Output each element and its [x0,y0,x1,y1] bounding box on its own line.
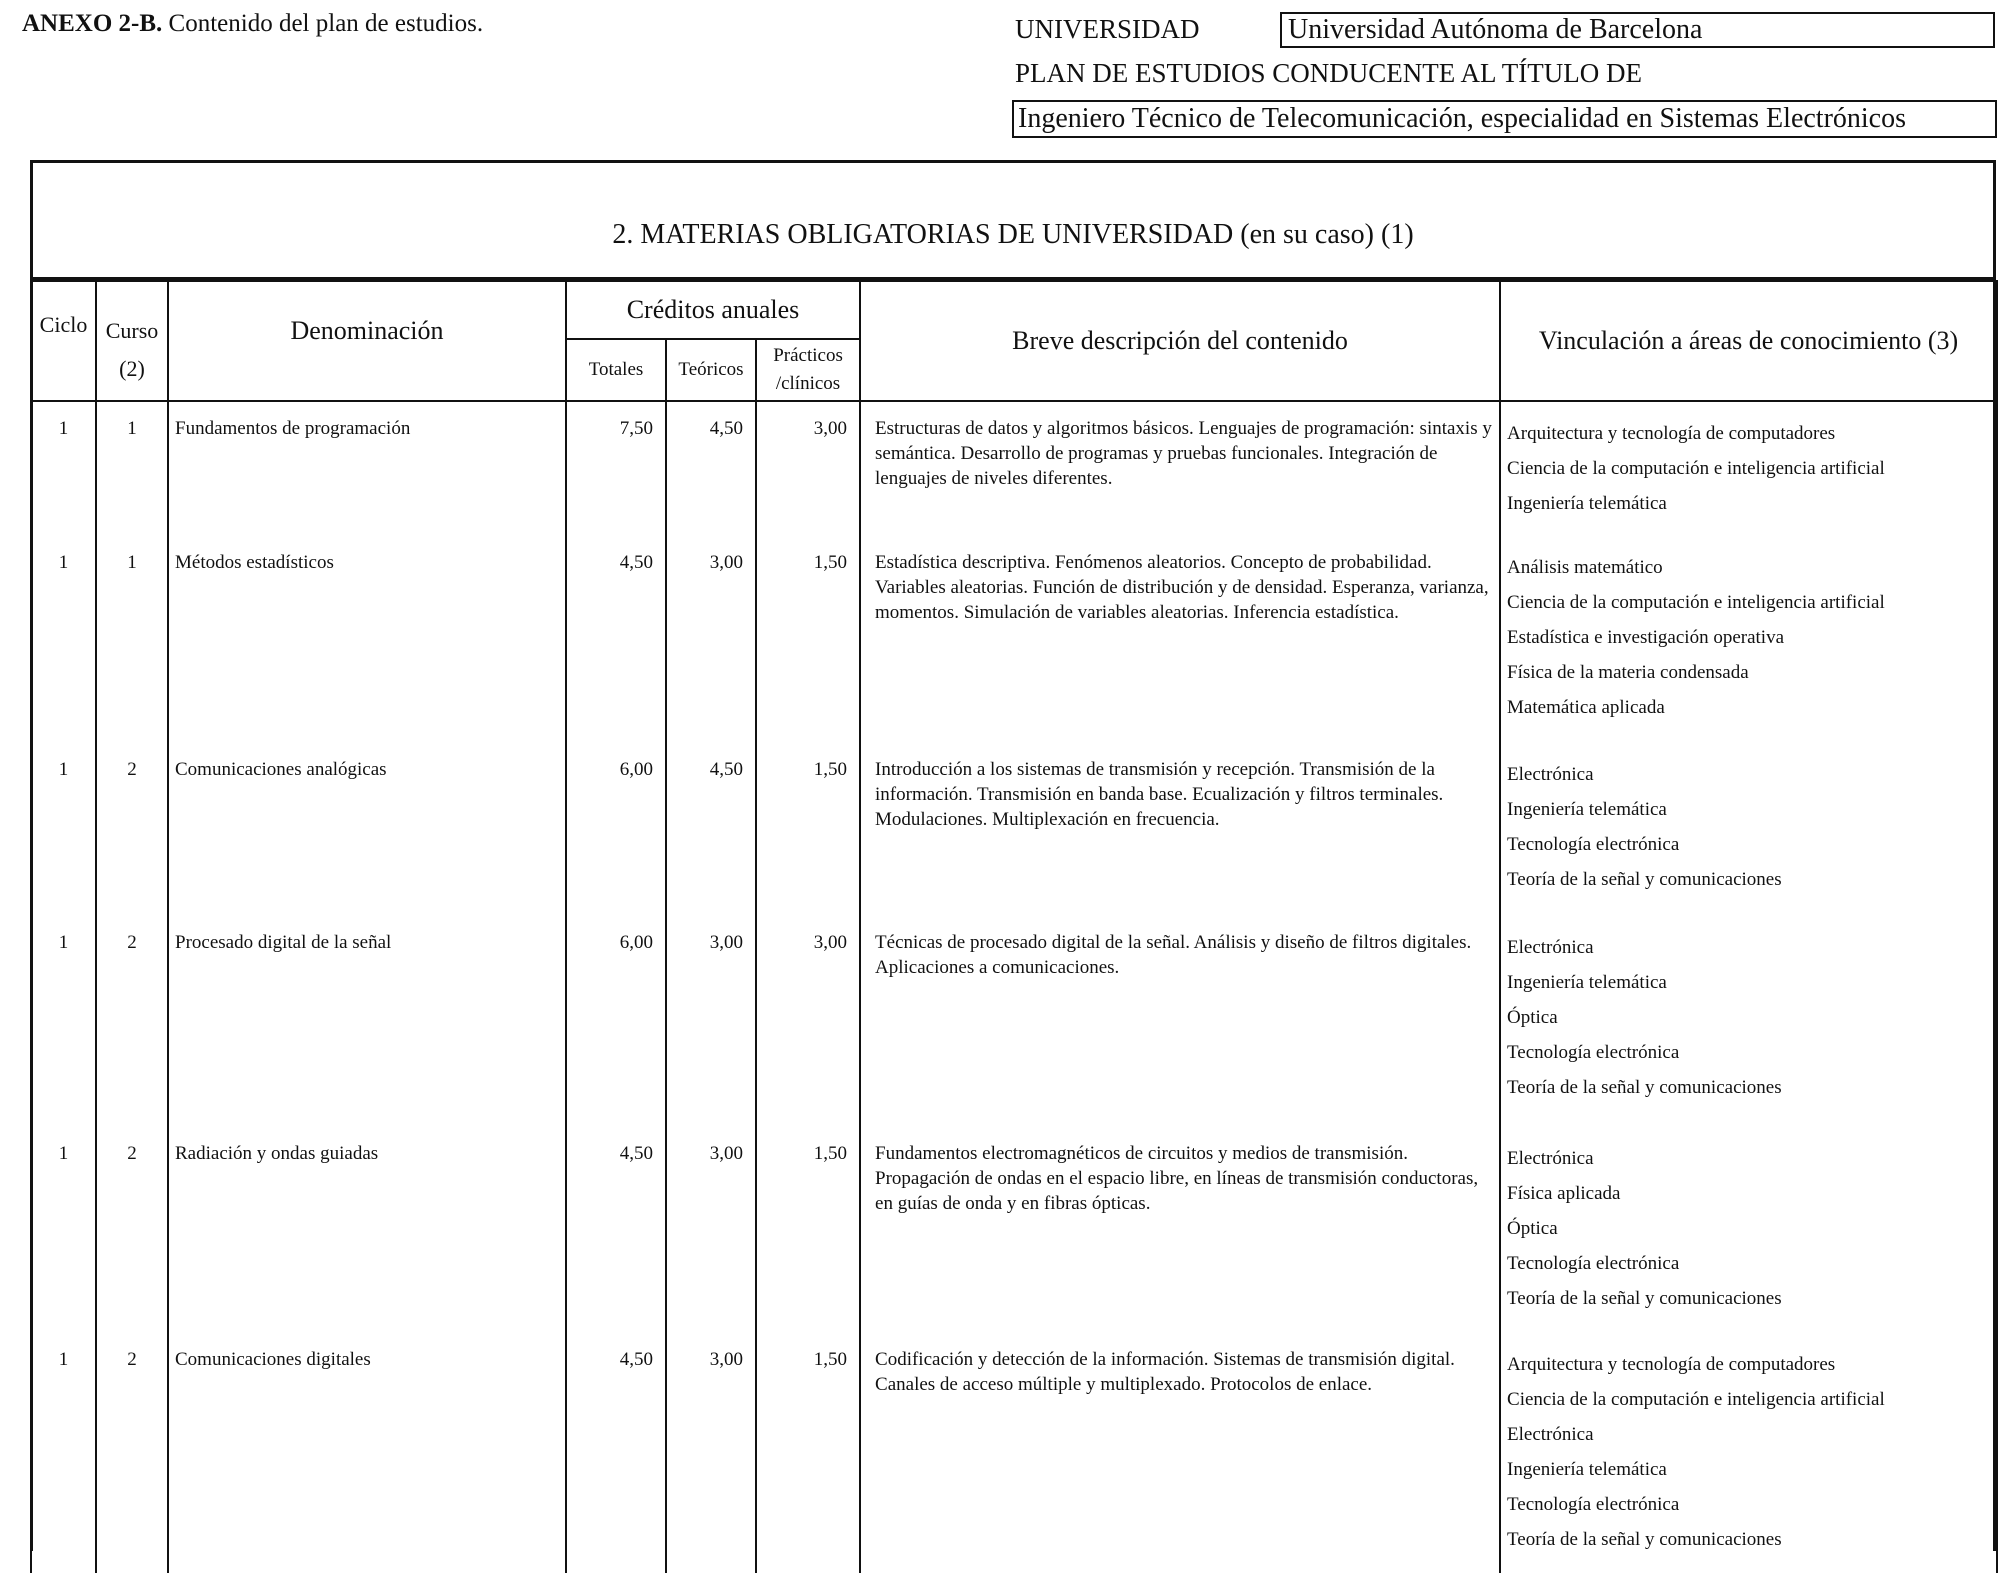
col-practicos [756,339,860,401]
cell-descripcion: Fundamentos electromagnéticos de circuitos y medios de transmisión. Propagación de ondas en el espacio libre, en líneas de transmisión conductoras, en guías de onda y en fibras ópticas. [860,1127,1500,1333]
table-row [31,743,1997,916]
area-item: Física aplicada [1507,1183,1621,1204]
cell-descripcion: Estadística descriptiva. Fenómenos aleatorios. Concepto de probabilidad. Variables aleatorias. Función de distribución y de densidad. Esperanza, varianza, momentos. Simulación de variables aleatorias. Inferencia estadística. [860,536,1500,743]
area-item: Teoría de la señal y comunicaciones [1507,1529,1782,1550]
col-practicos-label: Prácticos [773,345,843,366]
area-item: Ingeniería telemática [1507,1459,1667,1480]
cell-ciclo: 1 [31,743,96,916]
area-item: Tecnología electrónica [1507,1042,1680,1063]
cell-descripcion: Introducción a los sistemas de transmisión y recepción. Transmisión de la información. Transmisión en banda base. Ecualización y filtros terminales. Modulaciones. Multiplexación en frecuencia. [860,743,1500,916]
area-item: Electrónica [1507,1148,1594,1169]
cell-practicos: 3,00 [756,916,860,1127]
col-descripcion: Breve descripción del contenido [860,281,1500,401]
cell-practicos: 1,50 [756,1127,860,1333]
area-item: Matemática aplicada [1507,697,1665,718]
cell-ciclo: 1 [31,401,96,536]
col-teoricos: Teóricos [666,339,756,401]
cell-totales: 4,50 [566,536,666,743]
cell-curso: 2 [96,1127,168,1333]
col-ciclo: Ciclo [31,281,96,401]
cell-ciclo: 1 [31,1127,96,1333]
col-curso-note: (2) [119,356,145,381]
table-row [31,536,1997,743]
table-row [31,916,1997,1127]
area-item: Óptica [1507,1218,1558,1239]
cell-curso: 1 [96,536,168,743]
area-item: Ingeniería telemática [1507,799,1667,820]
cell-curso: 2 [96,743,168,916]
col-creditos: Créditos anuales [566,281,860,339]
area-item: Tecnología electrónica [1507,1253,1680,1274]
cell-practicos: 1,50 [756,536,860,743]
cell-areas [1500,743,1997,916]
area-item: Electrónica [1507,937,1594,958]
table-row [31,1333,1997,1573]
cell-teoricos: 3,00 [666,1333,756,1573]
annex-text: Contenido del plan de estudios. [162,10,484,37]
cell-descripcion: Técnicas de procesado digital de la señal. Análisis y diseño de filtros digitales. Aplicaciones a comunicaciones. [860,916,1500,1127]
area-item: Estadística e investigación operativa [1507,627,1785,648]
cell-denominacion: Procesado digital de la señal [168,916,566,1127]
annex-label: ANEXO 2-B. [22,10,163,37]
cell-areas [1500,1127,1997,1333]
university-label: UNIVERSIDAD [1015,14,1200,44]
col-totales: Totales [566,339,666,401]
cell-teoricos: 3,00 [666,1127,756,1333]
col-denominacion: Denominación [168,281,566,401]
area-item: Teoría de la señal y comunicaciones [1507,1077,1782,1098]
subjects-table [30,280,1998,1573]
area-item: Teoría de la señal y comunicaciones [1507,1288,1782,1309]
cell-totales: 4,50 [566,1333,666,1573]
cell-curso: 2 [96,916,168,1127]
area-item: Ciencia de la computación e inteligencia artificial [1507,458,1885,479]
cell-teoricos: 3,00 [666,916,756,1127]
area-item: Análisis matemático [1507,557,1663,578]
col-curso [96,281,168,401]
cell-totales: 4,50 [566,1127,666,1333]
cell-descripcion: Codificación y detección de la información. Sistemas de transmisión digital. Canales de acceso múltiple y multiplexado. Protocolos de enlace. [860,1333,1500,1573]
cell-curso: 2 [96,1333,168,1573]
cell-areas [1500,401,1997,536]
area-item: Electrónica [1507,764,1594,785]
cell-teoricos: 4,50 [666,743,756,916]
cell-descripcion: Estructuras de datos y algoritmos básicos. Lenguajes de programación: sintaxis y semántica. Desarrollo de programas y pruebas funcionales. Integración de lenguajes de niveles diferentes. [860,401,1500,536]
area-item: Física de la materia condensada [1507,662,1749,683]
area-item: Tecnología electrónica [1507,1494,1680,1515]
area-item: Ingeniería telemática [1507,493,1667,514]
cell-curso: 1 [96,401,168,536]
cell-ciclo: 1 [31,536,96,743]
area-item: Ciencia de la computación e inteligencia artificial [1507,1389,1885,1410]
cell-practicos: 3,00 [756,401,860,536]
col-practicos-label2: /clínicos [775,373,841,394]
cell-denominacion: Comunicaciones analógicas [168,743,566,916]
col-areas: Vinculación a áreas de conocimiento (3) [1500,281,1997,401]
cell-denominacion: Radiación y ondas guiadas [168,1127,566,1333]
cell-totales: 7,50 [566,401,666,536]
cell-denominacion: Comunicaciones digitales [168,1333,566,1573]
area-item: Teoría de la señal y comunicaciones [1507,869,1782,890]
cell-ciclo: 1 [31,916,96,1127]
area-item: Arquitectura y tecnología de computadores [1507,423,1836,444]
cell-totales: 6,00 [566,916,666,1127]
cell-practicos: 1,50 [756,1333,860,1573]
area-item: Óptica [1507,1007,1558,1028]
university-field: Universidad Autónoma de Barcelona [1280,12,1995,48]
area-item: Arquitectura y tecnología de computadores [1507,1354,1836,1375]
area-item: Ciencia de la computación e inteligencia artificial [1507,592,1885,613]
table-row [31,1127,1997,1333]
annex-heading [22,10,483,38]
cell-teoricos: 4,50 [666,401,756,536]
cell-denominacion: Fundamentos de programación [168,401,566,536]
area-item: Tecnología electrónica [1507,834,1680,855]
area-item: Electrónica [1507,1424,1594,1445]
cell-totales: 6,00 [566,743,666,916]
plan-label: PLAN DE ESTUDIOS CONDUCENTE AL TÍTULO DE [1015,58,1642,88]
cell-areas [1500,916,1997,1127]
cell-practicos: 1,50 [756,743,860,916]
table-row [31,401,1997,536]
col-curso-label: Curso [105,318,159,343]
cell-ciclo: 1 [31,1333,96,1573]
section-title: 2. MATERIAS OBLIGATORIAS DE UNIVERSIDAD (en su caso) (1) [30,160,1996,280]
cell-areas [1500,1333,1997,1573]
cell-denominacion: Métodos estadísticos [168,536,566,743]
cell-areas [1500,536,1997,743]
cell-teoricos: 3,00 [666,536,756,743]
area-item: Ingeniería telemática [1507,972,1667,993]
degree-title-field: Ingeniero Técnico de Telecomunicación, especialidad en Sistemas Electrónicos [1012,100,1997,138]
